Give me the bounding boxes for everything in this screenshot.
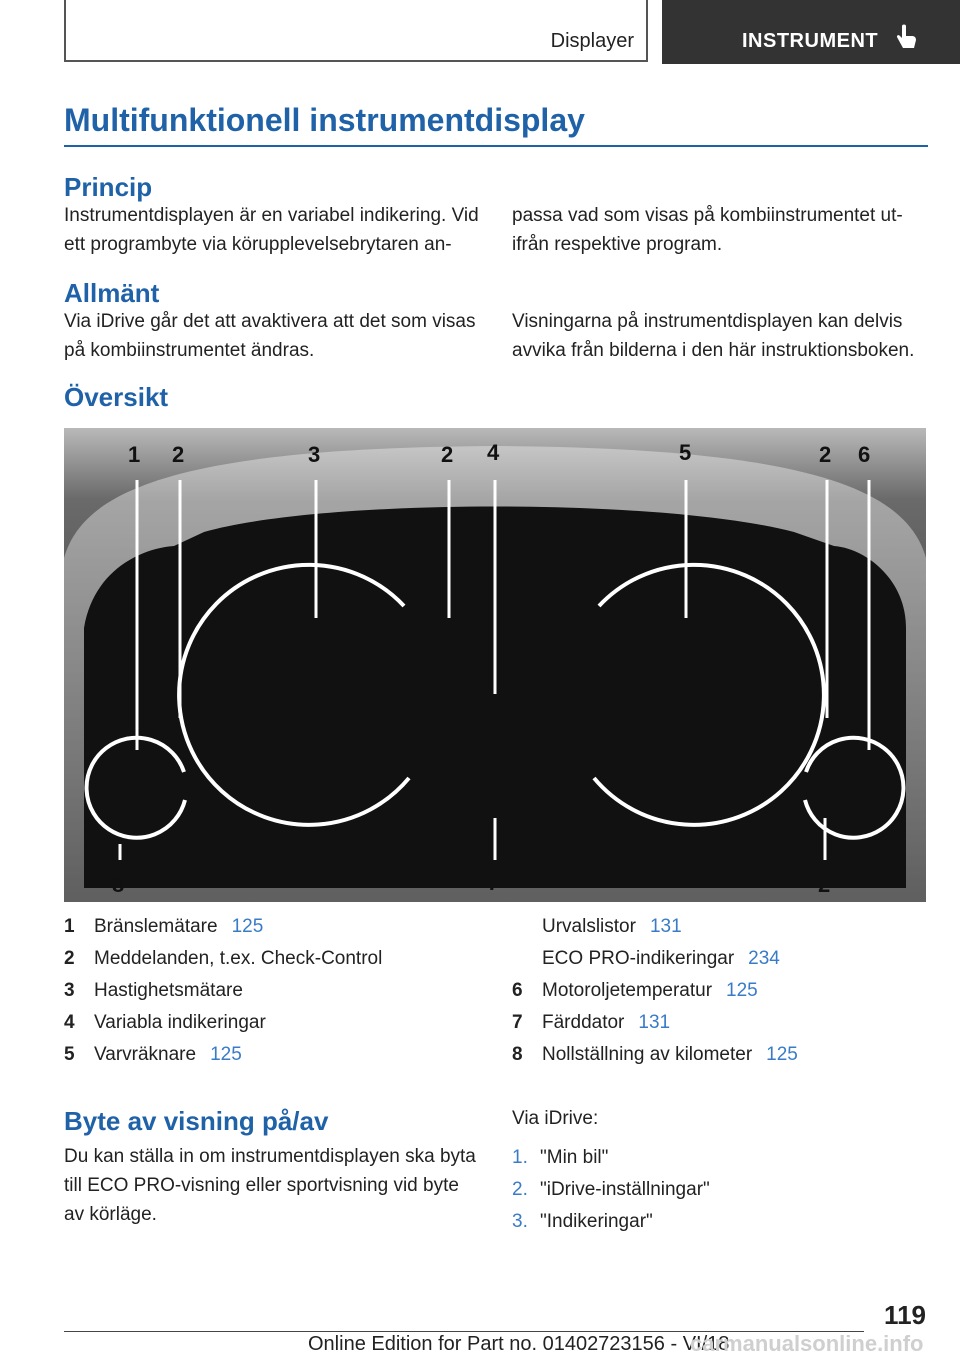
header-section-tab (64, 0, 648, 62)
page-ref-link[interactable]: 125 (726, 980, 758, 1001)
page-number: 119 (884, 1300, 926, 1330)
legend-number: 4 (64, 1012, 75, 1033)
byte-text: Du kan ställa in om instrumentdisplayen ska byta till ECO PRO-visning eller sportvisning vid byte av körläge. (64, 1146, 476, 1225)
legend-text: ECO PRO-indikeringar (542, 948, 735, 969)
step-number: 1. (512, 1147, 528, 1168)
page-ref-link[interactable]: 234 (748, 948, 780, 969)
hand-pointer-icon (894, 24, 920, 52)
callout-number: 2 (441, 442, 454, 467)
callout-number: 2 (172, 442, 185, 467)
legend-left (64, 916, 484, 1076)
allmant-text-left: Via iDrive går det att avaktivera att det som visas på kombiinstrumentet ändras. (64, 311, 476, 361)
princip-heading: Princip (64, 172, 153, 202)
allmant-text-right: Visningarna på instrumentdisplayen kan delvis avvika från bilderna i den här instruktionsboken. (512, 311, 915, 361)
page-ref-link[interactable]: 125 (766, 1044, 798, 1065)
callout-number: 2 (818, 872, 831, 897)
header-section-label: Displayer (550, 30, 634, 52)
footer-edition: Online Edition for Part no. 01402723156 - VI/18 (308, 1333, 730, 1355)
legend-number: 1 (64, 916, 75, 937)
legend-number: 2 (64, 948, 75, 969)
page-title: Multifunktionell instrumentdisplay (64, 102, 585, 138)
legend-text: Bränslemätare (94, 916, 218, 937)
legend-right (512, 916, 932, 1076)
callout-number: 3 (308, 442, 321, 467)
step-text: "Indikeringar" (540, 1211, 653, 1232)
header-chapter-tab (662, 0, 960, 64)
instrument-cluster-figure (64, 428, 926, 902)
legend-text: Hastighetsmätare (94, 980, 243, 1001)
callout-number: 5 (679, 440, 692, 465)
step-text: "Min bil" (540, 1147, 609, 1168)
princip-text-right: passa vad som visas på kombiinstrumentet ut-ifrån respektive program. (512, 205, 903, 255)
steps-list (512, 1147, 930, 1247)
legend-text: Variabla indikeringar (94, 1012, 266, 1033)
page-ref-link[interactable]: 125 (231, 916, 264, 937)
legend-text: Färddator (542, 1012, 625, 1033)
callout-number: 2 (819, 442, 832, 467)
byte-intro: Via iDrive: (512, 1108, 599, 1129)
watermark: carmanualsonline.info (690, 1331, 924, 1356)
legend-text: Meddelanden, t.ex. Check-Control (94, 948, 383, 969)
header-chapter-label: INSTRUMENT (742, 30, 879, 52)
page-ref-link[interactable]: 131 (649, 916, 682, 937)
step-text: "iDrive-inställningar" (540, 1179, 710, 1200)
allmant-heading: Allmänt (64, 278, 160, 308)
legend-number: 6 (512, 980, 523, 1001)
legend-number: 7 (512, 1012, 523, 1033)
legend-text: Nollställning av kilometer (542, 1044, 753, 1065)
legend-text: Motoroljetemperatur (542, 980, 713, 1001)
page-ref-link[interactable]: 125 (210, 1044, 242, 1065)
title-rule (64, 145, 928, 147)
step-number: 3. (512, 1211, 528, 1232)
legend-text: Varvräknare (94, 1044, 197, 1065)
oversikt-heading: Översikt (64, 382, 169, 412)
princip-text-left: Instrumentdisplayen är en variabel indikering. Vid ett programbyte via körupplevelsebrytaren an- (64, 205, 479, 255)
byte-heading: Byte av visning på/av (64, 1106, 329, 1136)
callout-number: 6 (858, 442, 871, 467)
legend-number: 3 (64, 980, 75, 1001)
callout-number: 7 (487, 870, 500, 895)
page-ref-link[interactable]: 131 (638, 1012, 671, 1033)
callout-number: 4 (487, 440, 500, 465)
callout-number: 1 (128, 442, 141, 467)
legend-number: 8 (512, 1044, 523, 1065)
step-number: 2. (512, 1179, 528, 1200)
legend-number: 5 (64, 1044, 75, 1065)
callout-number: 8 (112, 872, 125, 897)
legend-text: Urvalslistor (542, 916, 636, 937)
